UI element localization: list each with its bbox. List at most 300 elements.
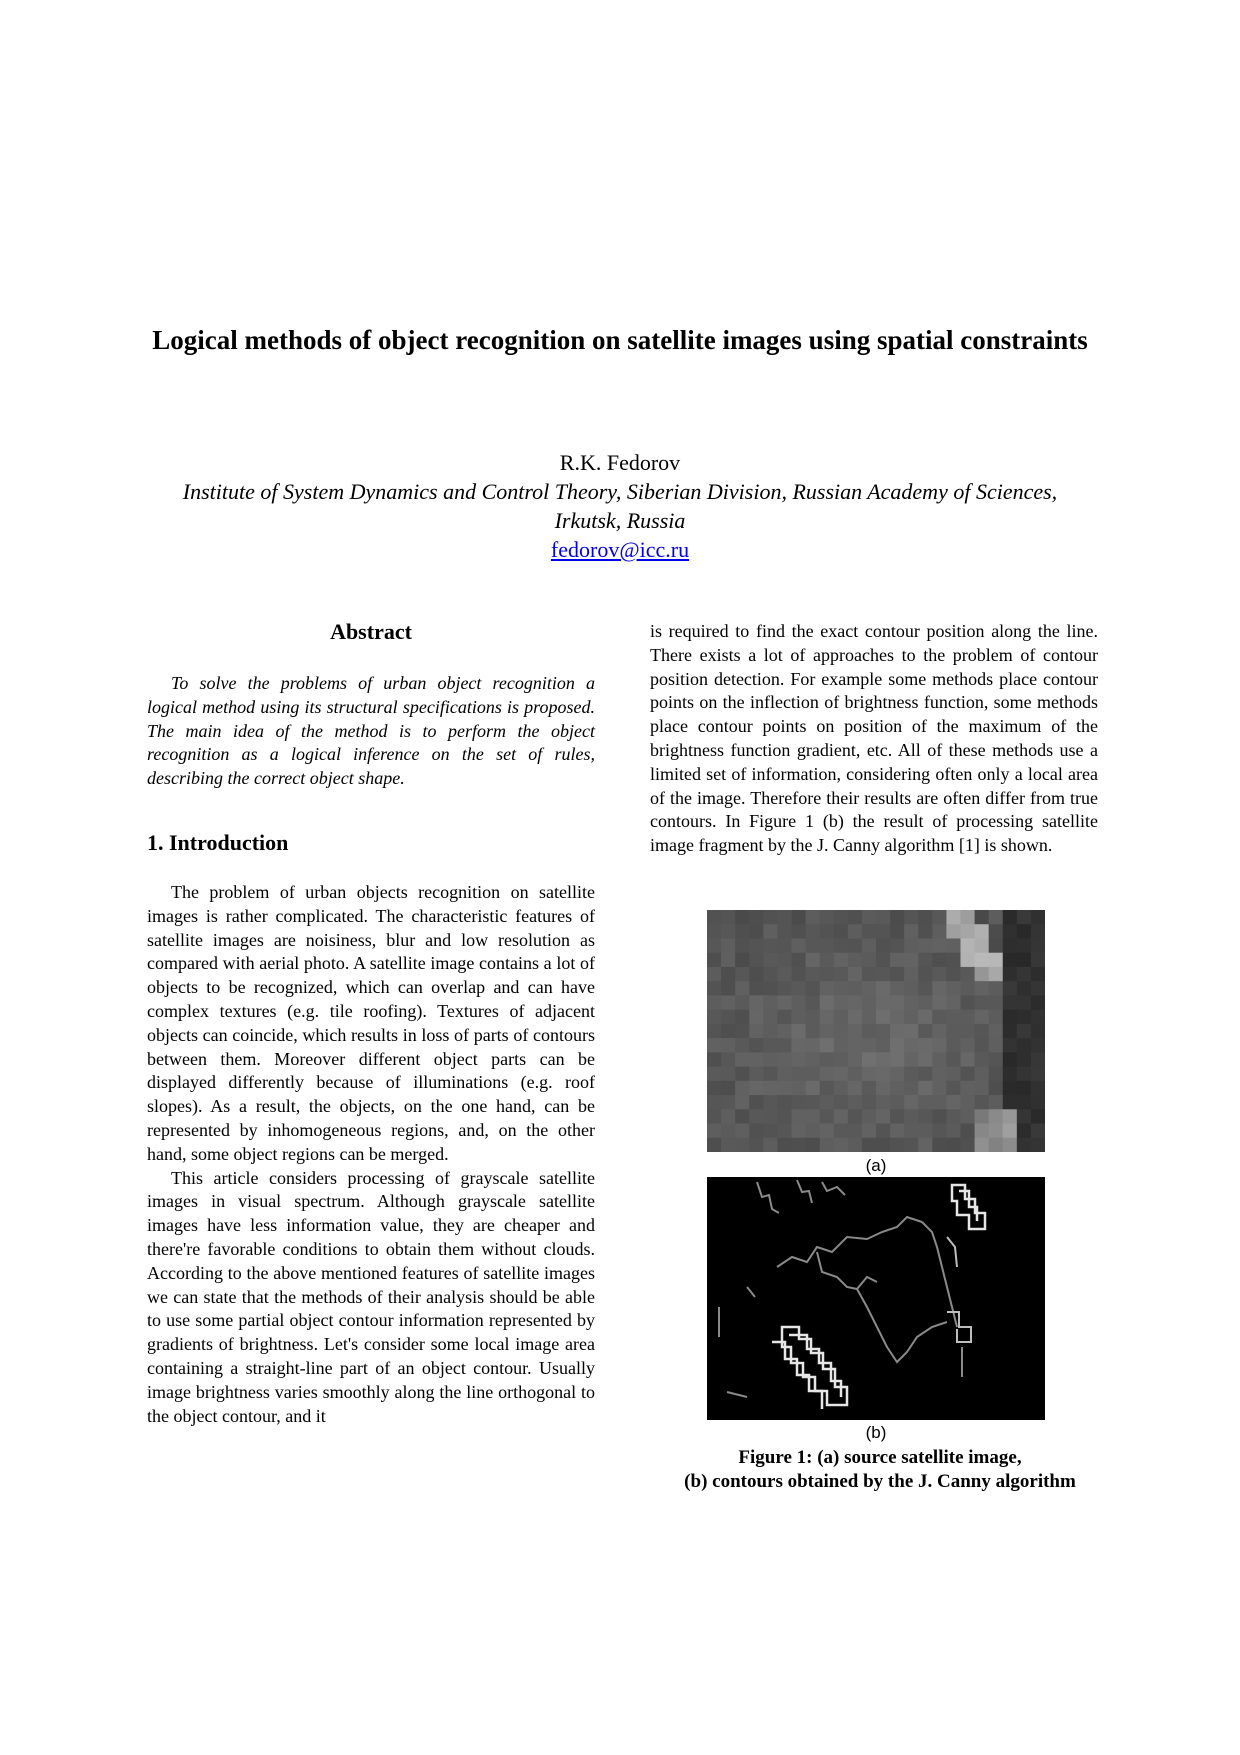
- image-pixel-block: [777, 1010, 792, 1025]
- image-pixel-block: [918, 967, 933, 982]
- image-pixel-block: [989, 1109, 1004, 1124]
- image-pixel-block: [989, 1138, 1004, 1152]
- image-pixel-block: [721, 1124, 736, 1139]
- image-pixel-block: [848, 1052, 863, 1067]
- image-pixel-block: [834, 1081, 849, 1096]
- image-pixel-block: [820, 967, 835, 982]
- contour-image-graphic: [707, 1177, 1045, 1420]
- image-pixel-block: [1031, 967, 1045, 982]
- image-pixel-block: [904, 995, 919, 1010]
- image-pixel-block: [848, 967, 863, 982]
- image-pixel-block: [721, 1138, 736, 1152]
- image-pixel-block: [890, 967, 905, 982]
- image-pixel-block: [961, 1081, 976, 1096]
- abstract-heading: Abstract: [330, 619, 412, 644]
- image-pixel-block: [946, 953, 961, 968]
- image-pixel-block: [904, 981, 919, 996]
- image-pixel-block: [862, 1109, 877, 1124]
- image-pixel-block: [806, 1138, 821, 1152]
- image-pixel-block: [848, 1109, 863, 1124]
- image-pixel-block: [1031, 1024, 1045, 1039]
- image-pixel-block: [820, 1124, 835, 1139]
- image-pixel-block: [975, 953, 990, 968]
- image-pixel-block: [749, 938, 764, 953]
- image-pixel-block: [777, 1038, 792, 1053]
- image-pixel-block: [707, 1109, 722, 1124]
- image-pixel-block: [721, 981, 736, 996]
- image-pixel-block: [806, 981, 821, 996]
- image-pixel-block: [735, 1024, 750, 1039]
- image-pixel-block: [707, 1024, 722, 1039]
- image-pixel-block: [1031, 1081, 1045, 1096]
- image-pixel-block: [735, 967, 750, 982]
- image-pixel-block: [989, 1067, 1004, 1082]
- image-pixel-block: [1031, 924, 1045, 939]
- image-pixel-block: [721, 1109, 736, 1124]
- image-pixel-block: [890, 1067, 905, 1082]
- image-pixel-block: [806, 1095, 821, 1110]
- image-pixel-block: [918, 1081, 933, 1096]
- image-pixel-block: [946, 1095, 961, 1110]
- image-pixel-block: [946, 967, 961, 982]
- image-pixel-block: [904, 1010, 919, 1025]
- image-pixel-block: [989, 1081, 1004, 1096]
- image-pixel-block: [1003, 1138, 1018, 1152]
- image-pixel-block: [890, 1095, 905, 1110]
- image-pixel-block: [820, 1095, 835, 1110]
- image-pixel-block: [806, 953, 821, 968]
- image-pixel-block: [848, 1124, 863, 1139]
- image-pixel-block: [989, 1038, 1004, 1053]
- image-pixel-block: [1003, 981, 1018, 996]
- image-pixel-block: [1031, 1138, 1045, 1152]
- image-pixel-block: [1031, 995, 1045, 1010]
- image-pixel-block: [1017, 1038, 1032, 1053]
- image-pixel-block: [1003, 1109, 1018, 1124]
- image-pixel-block: [1017, 1109, 1032, 1124]
- image-pixel-block: [890, 910, 905, 925]
- image-pixel-block: [1003, 1024, 1018, 1039]
- image-pixel-block: [961, 953, 976, 968]
- image-pixel-block: [792, 1138, 807, 1152]
- image-pixel-block: [1017, 1095, 1032, 1110]
- image-pixel-block: [1017, 938, 1032, 953]
- image-pixel-block: [735, 1095, 750, 1110]
- image-pixel-block: [1003, 1052, 1018, 1067]
- image-pixel-block: [707, 995, 722, 1010]
- image-pixel-block: [918, 1095, 933, 1110]
- image-pixel-block: [707, 1095, 722, 1110]
- image-pixel-block: [904, 1124, 919, 1139]
- image-pixel-block: [1017, 1010, 1032, 1025]
- image-pixel-block: [1031, 1095, 1045, 1110]
- image-pixel-block: [1003, 910, 1018, 925]
- image-pixel-block: [777, 953, 792, 968]
- image-pixel-block: [946, 1010, 961, 1025]
- image-pixel-block: [806, 995, 821, 1010]
- image-pixel-block: [862, 1052, 877, 1067]
- image-pixel-block: [763, 924, 778, 939]
- image-pixel-block: [946, 924, 961, 939]
- image-pixel-block: [792, 981, 807, 996]
- image-pixel-block: [848, 1138, 863, 1152]
- image-pixel-block: [961, 924, 976, 939]
- image-pixel-block: [749, 1067, 764, 1082]
- image-pixel-block: [904, 1138, 919, 1152]
- image-pixel-block: [763, 1095, 778, 1110]
- figure-1b-label: (b): [865, 1423, 887, 1442]
- image-pixel-block: [904, 1109, 919, 1124]
- image-pixel-block: [961, 1052, 976, 1067]
- image-pixel-block: [834, 910, 849, 925]
- image-pixel-block: [806, 967, 821, 982]
- image-pixel-block: [989, 1052, 1004, 1067]
- image-pixel-block: [932, 1067, 947, 1082]
- left-column: [147, 618, 595, 1428]
- image-pixel-block: [777, 967, 792, 982]
- image-pixel-block: [989, 1124, 1004, 1139]
- image-pixel-block: [834, 938, 849, 953]
- image-pixel-block: [890, 1010, 905, 1025]
- image-pixel-block: [1003, 938, 1018, 953]
- image-pixel-block: [834, 981, 849, 996]
- image-pixel-block: [707, 910, 722, 925]
- image-pixel-block: [749, 1138, 764, 1152]
- image-pixel-block: [862, 995, 877, 1010]
- image-pixel-block: [1003, 1010, 1018, 1025]
- image-pixel-block: [763, 1052, 778, 1067]
- image-pixel-block: [989, 967, 1004, 982]
- image-pixel-block: [707, 1052, 722, 1067]
- introduction-paragraph-2: This article considers processing of grayscale satellite images in visual spectrum. Although grayscale satellite images have less information value, they are cheaper and there're favorable conditions to obtain them without clouds. According to the above mentioned features of satellite images we can state that the methods of their analysis should be able to use some partial object contour information represented by gradients of brightness. Let's consider some local image area containing a straight-line part of an object contour. Usually image brightness varies smoothly along the line orthogonal to the object contour, and it: [147, 1167, 595, 1426]
- paper-title: Logical methods of object recognition on satellite images using spatial constraints: [152, 325, 1088, 355]
- image-pixel-block: [749, 924, 764, 939]
- image-pixel-block: [792, 967, 807, 982]
- image-pixel-block: [862, 924, 877, 939]
- image-pixel-block: [763, 1081, 778, 1096]
- image-pixel-block: [975, 995, 990, 1010]
- image-pixel-block: [792, 995, 807, 1010]
- image-pixel-block: [918, 1052, 933, 1067]
- image-pixel-block: [975, 1038, 990, 1053]
- image-pixel-block: [961, 1038, 976, 1053]
- image-pixel-block: [749, 1109, 764, 1124]
- image-pixel-block: [707, 1138, 722, 1152]
- image-pixel-block: [876, 1010, 891, 1025]
- image-pixel-block: [735, 910, 750, 925]
- image-pixel-block: [763, 967, 778, 982]
- image-pixel-block: [848, 1095, 863, 1110]
- image-pixel-block: [1017, 953, 1032, 968]
- image-pixel-block: [876, 1081, 891, 1096]
- image-pixel-block: [961, 1010, 976, 1025]
- image-pixel-block: [932, 1081, 947, 1096]
- image-pixel-block: [862, 1038, 877, 1053]
- image-pixel-block: [820, 1024, 835, 1039]
- image-pixel-block: [806, 1081, 821, 1096]
- image-pixel-block: [918, 995, 933, 1010]
- image-pixel-block: [834, 967, 849, 982]
- image-pixel-block: [735, 1081, 750, 1096]
- image-pixel-block: [876, 1109, 891, 1124]
- image-pixel-block: [946, 1067, 961, 1082]
- image-pixel-block: [707, 1081, 722, 1096]
- image-pixel-block: [1031, 1067, 1045, 1082]
- image-pixel-block: [975, 1010, 990, 1025]
- image-pixel-block: [834, 1095, 849, 1110]
- image-pixel-block: [1017, 1138, 1032, 1152]
- image-pixel-block: [1003, 1038, 1018, 1053]
- image-pixel-block: [1017, 967, 1032, 982]
- image-pixel-block: [735, 981, 750, 996]
- image-pixel-block: [735, 1038, 750, 1053]
- image-pixel-block: [890, 981, 905, 996]
- image-pixel-block: [932, 953, 947, 968]
- image-pixel-block: [834, 1052, 849, 1067]
- image-pixel-block: [862, 953, 877, 968]
- image-pixel-block: [918, 910, 933, 925]
- image-pixel-block: [932, 1038, 947, 1053]
- image-pixel-block: [918, 1024, 933, 1039]
- image-pixel-block: [876, 1124, 891, 1139]
- image-pixel-block: [932, 995, 947, 1010]
- image-pixel-block: [721, 924, 736, 939]
- image-pixel-block: [848, 924, 863, 939]
- image-pixel-block: [904, 1081, 919, 1096]
- image-pixel-block: [820, 981, 835, 996]
- image-pixel-block: [777, 981, 792, 996]
- author-affiliation: Institute of System Dynamics and Control Theory, Siberian Division, Russian Academy of Sciences, Irkutsk, Russia: [182, 479, 1058, 533]
- image-pixel-block: [975, 1095, 990, 1110]
- image-pixel-block: [961, 910, 976, 925]
- image-pixel-block: [989, 1024, 1004, 1039]
- image-pixel-block: [763, 1010, 778, 1025]
- image-pixel-block: [848, 981, 863, 996]
- image-pixel-block: [735, 953, 750, 968]
- image-pixel-block: [1003, 1081, 1018, 1096]
- image-pixel-block: [932, 1095, 947, 1110]
- image-pixel-block: [721, 1010, 736, 1025]
- image-pixel-block: [735, 938, 750, 953]
- image-pixel-block: [989, 910, 1004, 925]
- image-pixel-block: [806, 1010, 821, 1025]
- image-pixel-block: [848, 995, 863, 1010]
- image-pixel-block: [1003, 995, 1018, 1010]
- image-pixel-block: [904, 953, 919, 968]
- image-pixel-block: [918, 1124, 933, 1139]
- image-pixel-block: [1017, 1024, 1032, 1039]
- image-pixel-block: [721, 995, 736, 1010]
- image-pixel-block: [904, 1024, 919, 1039]
- image-pixel-block: [777, 910, 792, 925]
- image-pixel-block: [721, 1081, 736, 1096]
- image-pixel-block: [890, 1081, 905, 1096]
- author-email-link[interactable]: fedorov@icc.ru: [550, 537, 690, 562]
- satellite-image-graphic: [707, 910, 1045, 1152]
- image-pixel-block: [721, 1024, 736, 1039]
- image-pixel-block: [890, 1109, 905, 1124]
- image-pixel-block: [749, 1052, 764, 1067]
- image-pixel-block: [1003, 1124, 1018, 1139]
- image-pixel-block: [777, 1095, 792, 1110]
- image-pixel-block: [890, 1052, 905, 1067]
- image-pixel-block: [890, 924, 905, 939]
- image-pixel-block: [961, 938, 976, 953]
- image-pixel-block: [763, 981, 778, 996]
- image-pixel-block: [763, 1024, 778, 1039]
- image-pixel-block: [749, 1038, 764, 1053]
- image-pixel-block: [721, 1038, 736, 1053]
- image-pixel-block: [763, 910, 778, 925]
- image-pixel-block: [904, 938, 919, 953]
- image-pixel-block: [890, 938, 905, 953]
- image-pixel-block: [989, 995, 1004, 1010]
- image-pixel-block: [904, 1095, 919, 1110]
- image-pixel-block: [975, 910, 990, 925]
- image-pixel-block: [862, 938, 877, 953]
- image-pixel-block: [848, 1024, 863, 1039]
- figure-1a-label: (a): [865, 1156, 887, 1175]
- image-pixel-block: [735, 1124, 750, 1139]
- image-pixel-block: [1031, 1109, 1045, 1124]
- image-pixel-block: [1031, 1124, 1045, 1139]
- image-pixel-block: [792, 1024, 807, 1039]
- image-pixel-block: [876, 995, 891, 1010]
- image-pixel-block: [876, 1052, 891, 1067]
- image-pixel-block: [862, 910, 877, 925]
- image-pixel-block: [932, 1109, 947, 1124]
- image-pixel-block: [820, 910, 835, 925]
- image-pixel-block: [918, 1067, 933, 1082]
- image-pixel-block: [946, 1109, 961, 1124]
- image-pixel-block: [777, 924, 792, 939]
- image-pixel-block: [1003, 924, 1018, 939]
- image-pixel-block: [1017, 924, 1032, 939]
- image-pixel-block: [707, 1124, 722, 1139]
- image-pixel-block: [792, 1109, 807, 1124]
- image-pixel-block: [876, 953, 891, 968]
- image-pixel-block: [777, 1052, 792, 1067]
- image-pixel-block: [834, 995, 849, 1010]
- image-pixel-block: [806, 1109, 821, 1124]
- image-pixel-block: [792, 938, 807, 953]
- image-pixel-block: [918, 1038, 933, 1053]
- image-pixel-block: [806, 1067, 821, 1082]
- image-pixel-block: [890, 995, 905, 1010]
- image-pixel-block: [862, 1138, 877, 1152]
- image-pixel-block: [904, 1038, 919, 1053]
- author-name: R.K. Fedorov: [559, 450, 681, 475]
- image-pixel-block: [806, 910, 821, 925]
- image-pixel-block: [848, 1081, 863, 1096]
- image-pixel-block: [961, 1138, 976, 1152]
- image-pixel-block: [707, 1067, 722, 1082]
- image-pixel-block: [749, 1024, 764, 1039]
- image-pixel-block: [749, 1124, 764, 1139]
- image-pixel-block: [932, 1138, 947, 1152]
- image-pixel-block: [763, 1138, 778, 1152]
- image-pixel-block: [918, 1109, 933, 1124]
- image-pixel-block: [792, 1038, 807, 1053]
- image-pixel-block: [890, 1124, 905, 1139]
- image-pixel-block: [792, 1081, 807, 1096]
- figure-1-caption: [640, 1446, 1120, 1494]
- image-pixel-block: [834, 924, 849, 939]
- image-pixel-block: [989, 924, 1004, 939]
- image-pixel-block: [918, 1138, 933, 1152]
- image-pixel-block: [820, 995, 835, 1010]
- image-pixel-block: [820, 1010, 835, 1025]
- image-pixel-block: [946, 995, 961, 1010]
- image-pixel-block: [876, 1038, 891, 1053]
- image-pixel-block: [975, 1124, 990, 1139]
- image-pixel-block: [946, 1052, 961, 1067]
- image-pixel-block: [707, 1010, 722, 1025]
- image-pixel-block: [961, 1124, 976, 1139]
- image-pixel-block: [763, 995, 778, 1010]
- image-pixel-block: [975, 967, 990, 982]
- image-pixel-block: [749, 1010, 764, 1025]
- image-pixel-block: [989, 981, 1004, 996]
- image-pixel-block: [777, 1024, 792, 1039]
- right-column: [650, 620, 1098, 858]
- image-pixel-block: [749, 981, 764, 996]
- image-pixel-block: [820, 924, 835, 939]
- image-pixel-block: [820, 1052, 835, 1067]
- image-pixel-block: [975, 1081, 990, 1096]
- figure-caption-line-1: Figure 1: (a) source satellite image,: [738, 1447, 1022, 1468]
- image-pixel-block: [1017, 1052, 1032, 1067]
- image-pixel-block: [735, 1138, 750, 1152]
- image-pixel-block: [1031, 1010, 1045, 1025]
- image-pixel-block: [834, 1124, 849, 1139]
- image-pixel-block: [1031, 1038, 1045, 1053]
- image-pixel-block: [961, 995, 976, 1010]
- image-pixel-block: [1003, 1095, 1018, 1110]
- image-pixel-block: [777, 1138, 792, 1152]
- image-pixel-block: [820, 1109, 835, 1124]
- image-pixel-block: [862, 1010, 877, 1025]
- image-pixel-block: [792, 1095, 807, 1110]
- image-pixel-block: [707, 924, 722, 939]
- image-pixel-block: [876, 910, 891, 925]
- image-pixel-block: [792, 1124, 807, 1139]
- image-pixel-block: [1031, 981, 1045, 996]
- image-pixel-block: [961, 1109, 976, 1124]
- figure-caption-line-2: (b) contours obtained by the J. Canny algorithm: [684, 1471, 1076, 1492]
- image-pixel-block: [946, 1124, 961, 1139]
- image-pixel-block: [876, 1024, 891, 1039]
- image-pixel-block: [707, 953, 722, 968]
- image-pixel-block: [975, 1109, 990, 1124]
- image-pixel-block: [1031, 938, 1045, 953]
- image-pixel-block: [777, 1124, 792, 1139]
- image-pixel-block: [777, 938, 792, 953]
- image-pixel-block: [848, 910, 863, 925]
- image-pixel-block: [848, 1038, 863, 1053]
- image-pixel-block: [792, 924, 807, 939]
- image-pixel-block: [848, 938, 863, 953]
- image-pixel-block: [806, 1024, 821, 1039]
- image-pixel-block: [975, 924, 990, 939]
- image-pixel-block: [862, 967, 877, 982]
- image-pixel-block: [932, 1124, 947, 1139]
- figure-1b-contour-image: [707, 1177, 1045, 1420]
- image-pixel-block: [1017, 910, 1032, 925]
- image-pixel-block: [975, 1024, 990, 1039]
- image-pixel-block: [707, 938, 722, 953]
- image-pixel-block: [932, 967, 947, 982]
